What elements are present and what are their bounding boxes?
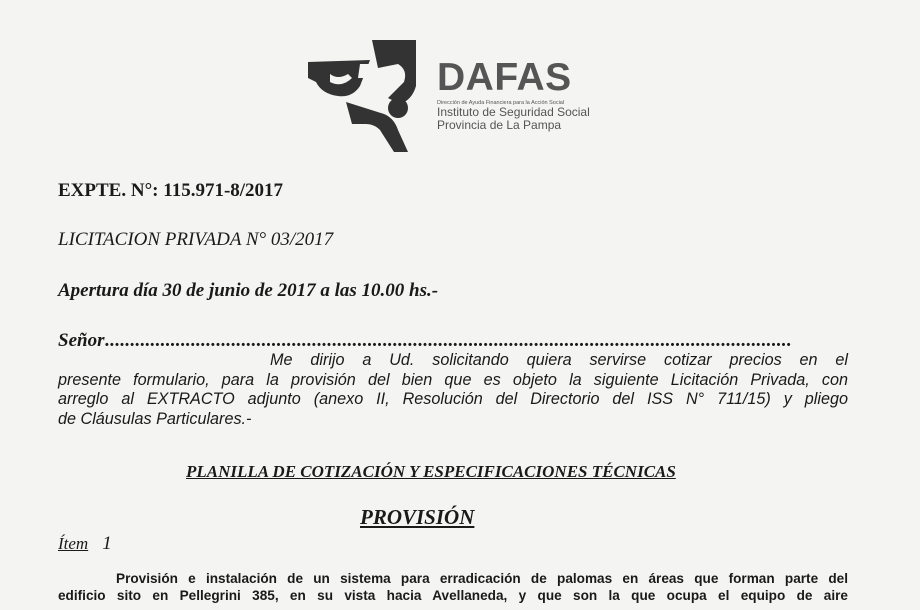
paragraph-line: presente formulario, para la provisión del bien que es objeto la siguiente Licitación Privada, con xyxy=(58,370,848,389)
item-description xyxy=(58,571,848,604)
recipient-label: Señor xyxy=(58,330,105,351)
item-number: 1 xyxy=(102,533,112,554)
brand-subtitle-institute: Instituto de Seguridad Social xyxy=(437,105,590,119)
brand-name: DAFAS xyxy=(437,56,572,99)
request-paragraph xyxy=(58,351,848,429)
description-line: Provisión e instalación de un sistema para erradicación de palomas en áreas que forman parte del xyxy=(116,571,848,586)
brand-subtitle-province: Provincia de La Pampa xyxy=(437,118,562,132)
provision-heading: PROVISIÓN xyxy=(360,505,475,529)
item-label: Ítem xyxy=(58,534,89,553)
recipient-line xyxy=(58,330,843,352)
paragraph-line: de Cláusulas Particulares.- xyxy=(58,409,252,428)
paragraph-line: Me dirijo a Ud. solicitando quiera servirse cotizar precios en el xyxy=(270,351,848,369)
paragraph-line: arreglo al EXTRACTO adjunto (anexo II, Resolución del Directorio del ISS N° 711/15) y pliego xyxy=(58,390,848,408)
planilla-heading: PLANILLA DE COTIZACIÓN Y ESPECIFICACIONES TÉCNICAS xyxy=(186,462,676,481)
brand-subtitle-small: Dirección de Ayuda Financiera para la Acción Social xyxy=(437,100,565,106)
description-line: edificio sito en Pellegrini 385, en su vista hacia Avellaneda, y que son la que ocupa el equipo de aire xyxy=(58,587,848,603)
apertura-date: Apertura día 30 de junio de 2017 a las 10.00 hs.- xyxy=(58,280,439,301)
item-heading xyxy=(58,533,112,555)
recipient-dots: ........................................................................................................................................ xyxy=(104,330,792,351)
iss-logo-icon xyxy=(308,38,420,154)
letterhead-brand xyxy=(437,58,590,132)
licitacion-title: LICITACION PRIVADA N° 03/2017 xyxy=(58,229,334,250)
expediente-number: EXPTE. N°: 115.971-8/2017 xyxy=(58,180,284,201)
